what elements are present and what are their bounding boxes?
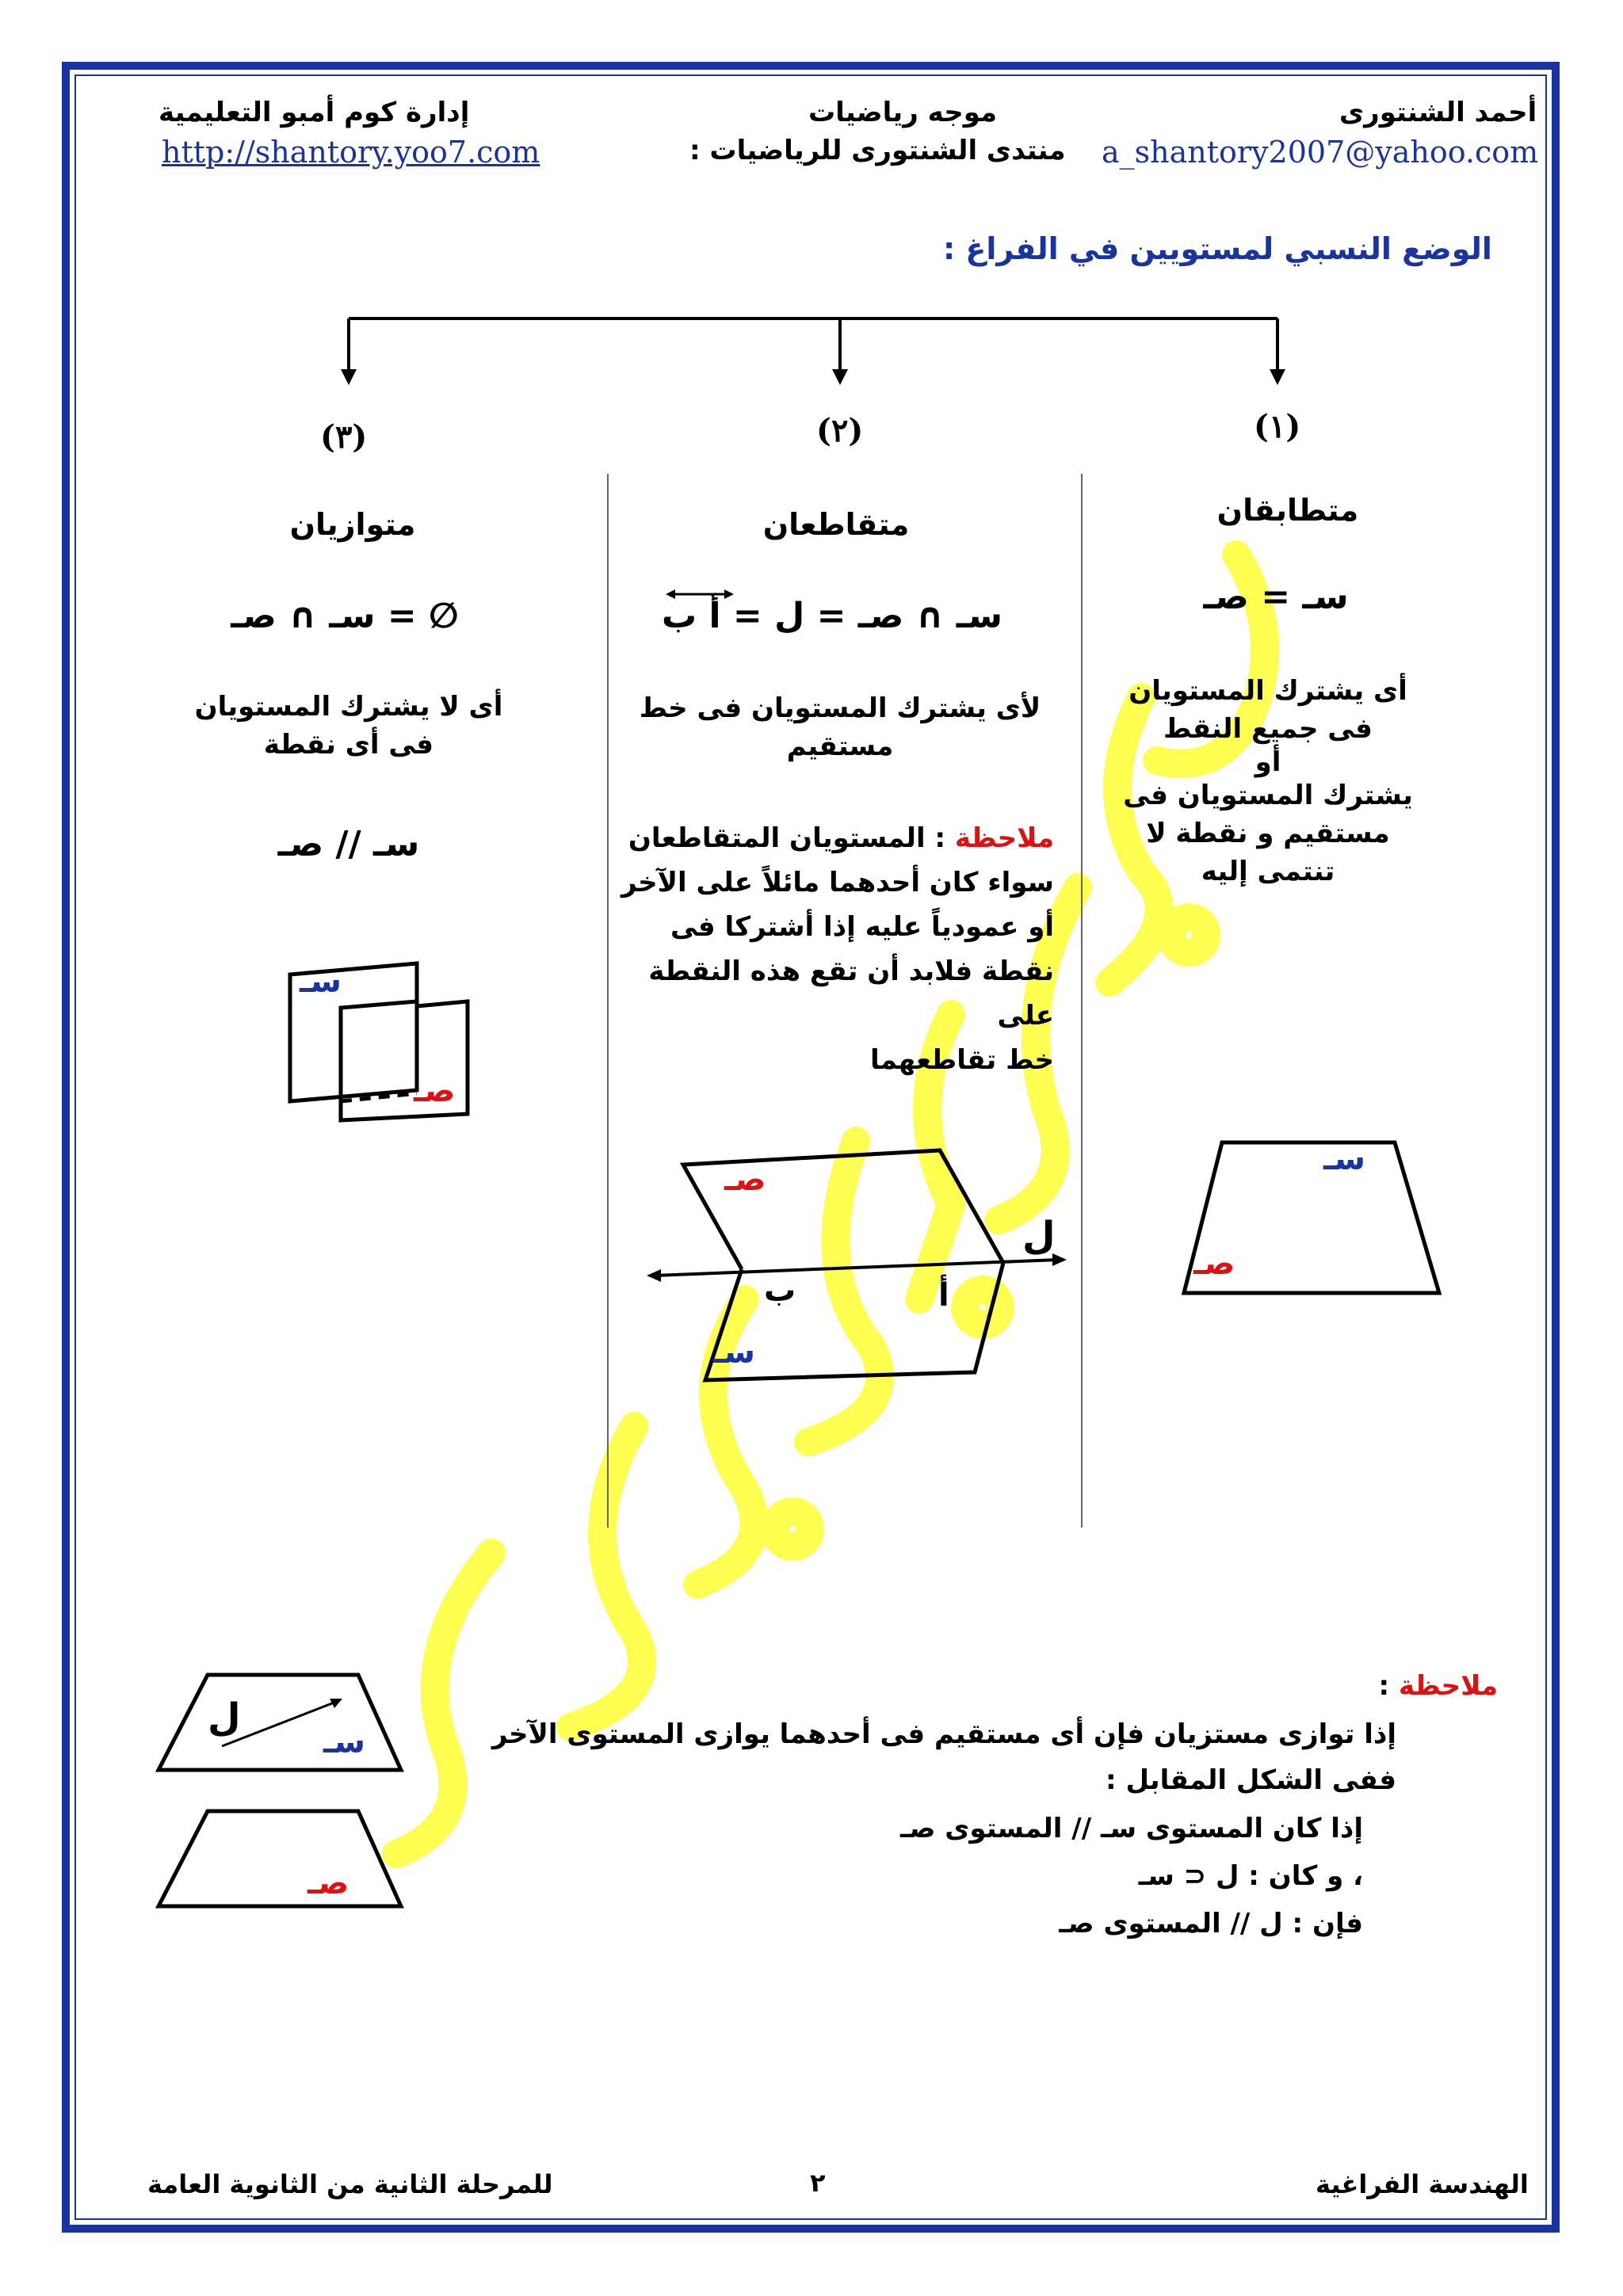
case-2-number: (٢) <box>816 412 864 449</box>
case-3-description: أى لا يشترك المستويان فى أى نقطة <box>194 691 503 761</box>
header-center-title: موجه رياضيات <box>808 97 998 128</box>
bottom-note-label: ملاحظة <box>1398 1670 1498 1702</box>
intersect-label-b: ب <box>764 1272 796 1309</box>
case-3-heading: متوازيان <box>289 507 416 542</box>
case-1-number: (١) <box>1254 408 1301 445</box>
email-link[interactable]: a_shantory2007@yahoo.com <box>1102 135 1539 170</box>
intersect-label-l: ل <box>1022 1214 1056 1258</box>
page-number: ٢ <box>810 2168 826 2198</box>
header-left-title: إدارة كوم أمبو التعليمية <box>158 97 470 128</box>
parallel-label-p: صـ <box>414 1073 456 1109</box>
intersecting-planes-figure <box>642 1141 1086 1394</box>
coincident-label-s: سـ <box>1323 1141 1366 1177</box>
figure-line-label-l: ل <box>208 1695 241 1740</box>
bottom-note-statement: إذا كان المستوى سـ // المستوى صـ ، و كان : ل ⊂ سـ فإن : ل // المستوى صـ <box>899 1813 1363 1939</box>
coincident-label-p: صـ <box>1193 1245 1235 1282</box>
intersect-label-a: أ <box>938 1277 949 1314</box>
intersect-label-s: سـ <box>713 1334 756 1371</box>
line-ab-arrow <box>664 586 735 602</box>
case-2-description: لأى يشترك المستويان فى خط مستقيم <box>639 692 1041 762</box>
note-label: ملاحظة <box>954 822 1054 854</box>
column-divider-left <box>607 474 609 1527</box>
case-3-parallel: سـ // صـ <box>277 824 420 864</box>
figure-plane-label-p: صـ <box>307 1865 349 1901</box>
figure-plane-label-s: سـ <box>323 1724 366 1760</box>
case-1-description: أى يشترك المستويان فى جميع النقط أو يشترك المستويان فى مستقيم و نقطة لا تنتمى إليه <box>1123 675 1413 887</box>
classification-tree <box>0 0 1623 555</box>
intersect-label-p: صـ <box>724 1161 766 1198</box>
parallel-label-s: سـ <box>300 963 342 1000</box>
bottom-note-body: إذا توازى مستزيان فإن أى مستقيم فى أحدهما يوازى المستوى الآخر ففى الشكل المقابل : <box>491 1718 1396 1796</box>
case-3-equation: سـ ∩ صـ = ∅ <box>231 596 459 636</box>
case-3-number: (٣) <box>320 418 368 456</box>
section-title: الوضع النسبي لمستويين في الفراغ : <box>943 231 1492 266</box>
header-center-subtitle: منتدى الشنتورى للرياضيات : <box>689 135 1066 166</box>
case-1-heading: متطابقان <box>1216 493 1359 528</box>
case-1-equation: سـ = صـ <box>1203 577 1349 617</box>
bottom-note: ملاحظة : <box>1378 1670 1498 1702</box>
header-right-title: أحمد الشنتورى <box>1339 97 1537 128</box>
case-2-heading: متقاطعان <box>762 507 910 542</box>
website-link[interactable]: http://shantory.yoo7.com <box>162 135 540 170</box>
parallel-line-plane-figure <box>151 1664 420 1933</box>
footer-subject: الهندسة الفراغية <box>1316 2169 1529 2199</box>
footer-grade: للمرحلة الثانية من الثانوية العامة <box>147 2169 553 2199</box>
case-2-equation: سـ ∩ صـ = ل = أ ب <box>661 596 1003 636</box>
case-2-note: ملاحظة : المستويان المتقاطعان سواء كان أحدهما مائلاً على الآخر أو عمودياً عليه إذا أشتركا فى نقطة فلابد أن تقع هذه النقطة على خط تقاطعهما <box>621 822 1054 1076</box>
